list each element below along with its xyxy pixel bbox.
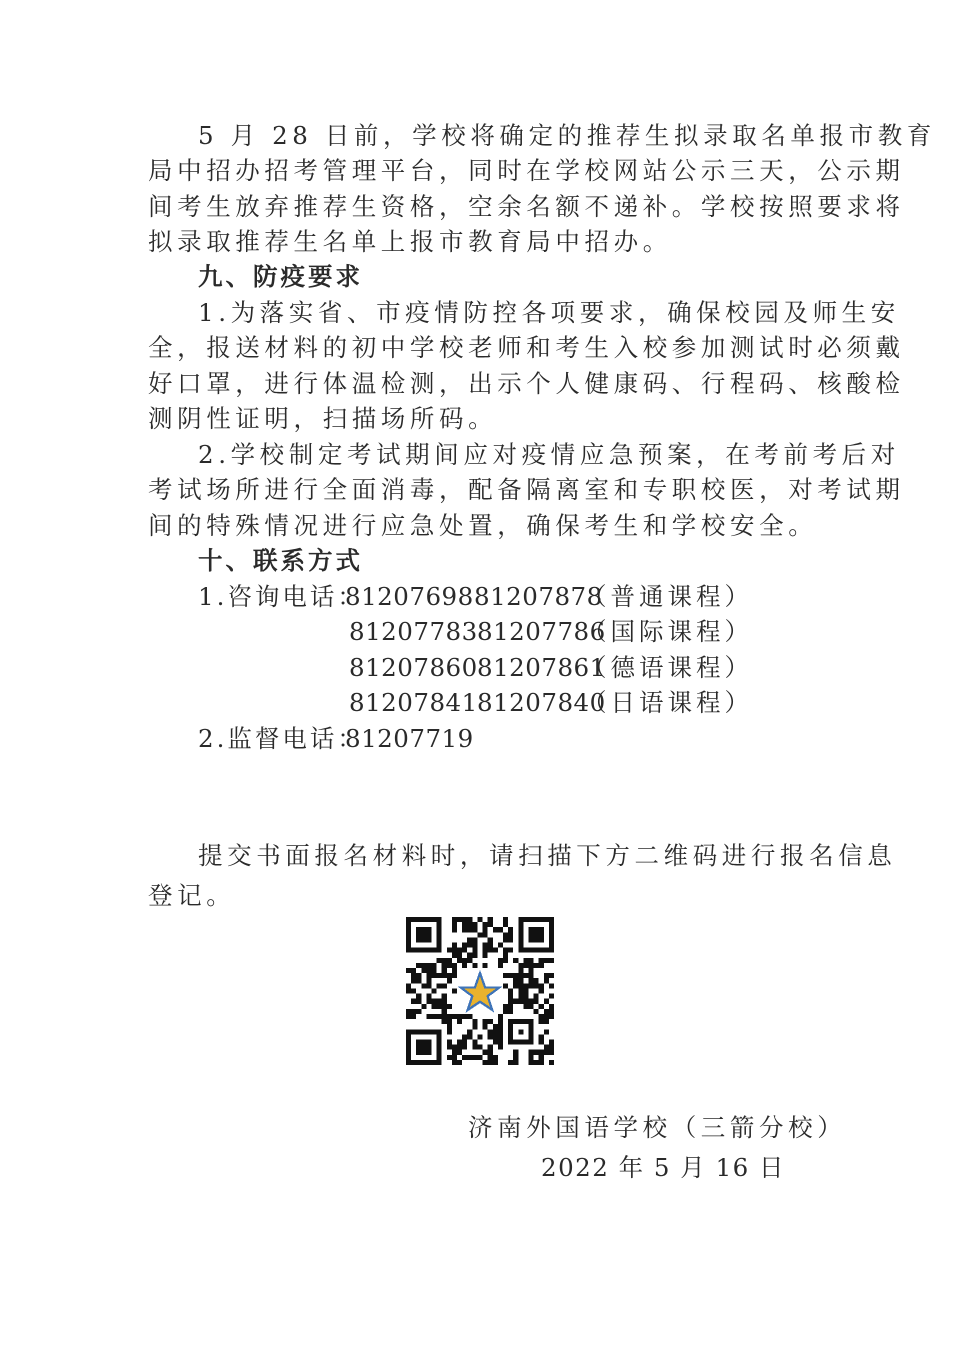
- phone-number: 81207783: [349, 617, 478, 646]
- course-note: （德语课程）: [582, 653, 753, 682]
- star-logo-icon: [460, 971, 501, 1012]
- phone-number: 81207786: [477, 617, 606, 646]
- section-heading-epidemic: 九、防疫要求: [198, 262, 363, 291]
- paragraph-line: 1.为落实省、市疫情防控各项要求，确保校园及师生安: [198, 298, 900, 327]
- qr-instruction-line: 登记。: [148, 881, 236, 910]
- consult-phone-label: 1.咨询电话：: [198, 582, 365, 611]
- course-note: （国际课程）: [582, 617, 753, 646]
- phone-number: 81207841: [349, 688, 478, 717]
- paragraph-line: 全，报送材料的初中学校老师和考生入校参加测试时必须戴: [148, 333, 905, 362]
- paragraph-line: 拟录取推荐生名单上报市教育局中招办。: [148, 227, 672, 256]
- phone-number: 81207878: [474, 582, 603, 611]
- phone-number: 81207698: [345, 582, 474, 611]
- document-date: 2022 年 5 月 16 日: [541, 1153, 786, 1182]
- phone-number: 81207840: [477, 688, 606, 717]
- paragraph-line: 5 月 28 日前，学校将确定的推荐生拟录取名单报市教育: [198, 121, 936, 150]
- course-note: （普通课程）: [582, 582, 753, 611]
- section-heading-contact: 十、联系方式: [198, 546, 363, 575]
- school-name-signature: 济南外国语学校（三箭分校）: [468, 1113, 847, 1142]
- paragraph-line: 2.学校制定考试期间应对疫情应急预案，在考前考后对: [198, 440, 900, 469]
- phone-number: 81207719: [345, 724, 474, 753]
- paragraph-line: 间考生放弃推荐生资格，空余名额不递补。学校按照要求将: [148, 192, 905, 221]
- phone-number: 81207860: [349, 653, 478, 682]
- paragraph-line: 局中招办招考管理平台，同时在学校网站公示三天，公示期: [148, 156, 905, 185]
- paragraph-line: 测阴性证明，扫描场所码。: [148, 404, 498, 433]
- paragraph-line: 间的特殊情况进行应急处置，确保考生和学校安全。: [148, 511, 818, 540]
- phone-number: 81207861: [477, 653, 606, 682]
- qr-instruction-line: 提交书面报名材料时，请扫描下方二维码进行报名信息: [198, 841, 897, 870]
- registration-qr-code[interactable]: [406, 917, 554, 1065]
- paragraph-line: 考试场所进行全面消毒，配备隔离室和专职校医，对考试期: [148, 475, 905, 504]
- supervise-phone-label: 2.监督电话：: [198, 724, 365, 753]
- course-note: （日语课程）: [582, 688, 753, 717]
- paragraph-line: 好口罩，进行体温检测，出示个人健康码、行程码、核酸检: [148, 369, 905, 398]
